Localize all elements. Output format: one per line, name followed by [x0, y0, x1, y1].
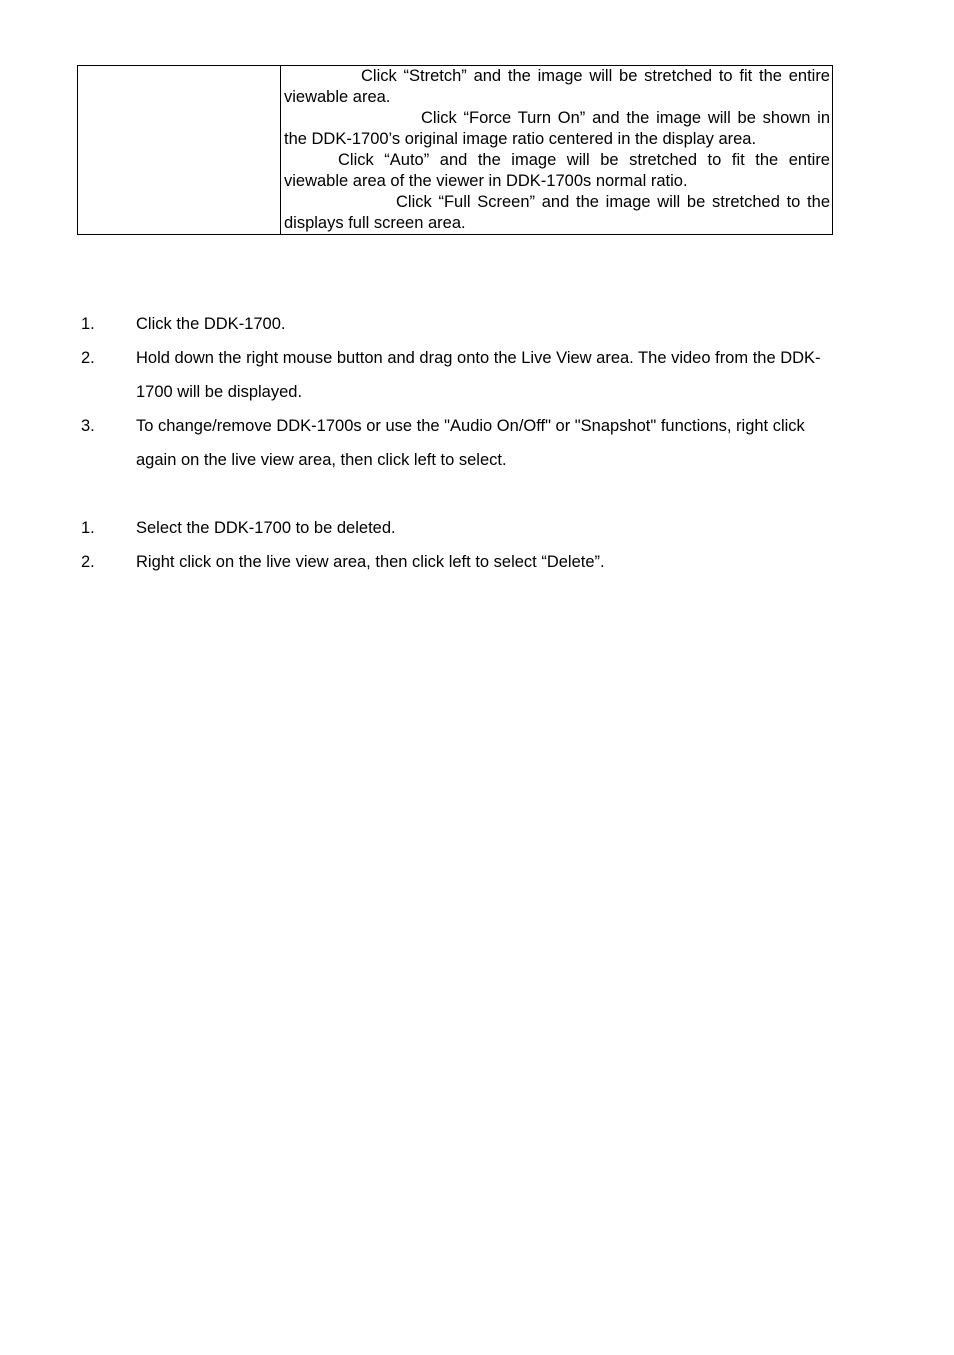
- options-table: [77, 65, 833, 235]
- step-number: 1.: [81, 519, 95, 537]
- step-text: Right click on the live view area, then click left to select “Delete”.: [136, 553, 605, 571]
- step-number: 3.: [81, 417, 95, 435]
- list-item: [81, 307, 833, 341]
- step-text: To change/remove DDK-1700s or use the "Audio On/Off" or "Snapshot" functions, right click again on the live view area, then click left to select.: [136, 417, 805, 469]
- list-item: [81, 409, 833, 477]
- step-number: 2.: [81, 553, 95, 571]
- list-item: [81, 545, 833, 579]
- step-text: Hold down the right mouse button and drag onto the Live View area. The video from the DDK-1700 will be displayed.: [136, 349, 821, 401]
- step-number: 2.: [81, 349, 95, 367]
- table-description-cell: [281, 66, 833, 235]
- delete-steps-list: [81, 511, 833, 579]
- step-number: 1.: [81, 315, 95, 333]
- list-item: [81, 341, 833, 409]
- stretch-description: Click “Stretch” and the image will be stretched to fit the entire viewable area.: [284, 67, 830, 106]
- step-text: Select the DDK-1700 to be deleted.: [136, 519, 396, 537]
- list-item: [81, 511, 833, 545]
- full-screen-description: Click “Full Screen” and the image will be stretched to the displays full screen area.: [284, 193, 830, 232]
- step-text: Click the DDK-1700.: [136, 315, 286, 333]
- table-left-cell: [78, 66, 281, 235]
- auto-description: Click “Auto” and the image will be stretched to fit the entire viewable area of the viewer in DDK-1700s normal ratio.: [284, 151, 830, 190]
- table-row: [78, 66, 833, 235]
- add-steps-list: [81, 307, 833, 477]
- force-turn-on-description: Click “Force Turn On” and the image will be shown in the DDK-1700’s original image ratio centered in the display area.: [284, 109, 830, 148]
